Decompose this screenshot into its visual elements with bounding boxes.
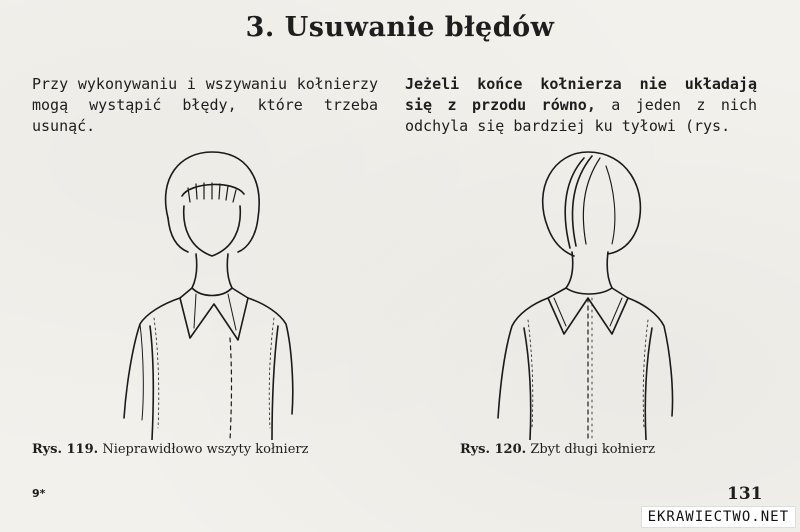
figure-119-caption [32,442,308,457]
right-paragraph-bold: Jeżeli końce kołnierza nie układają się z przodu równo, [405,75,757,114]
right-paragraph-normal: a jeden z nich odchyla się bardziej ku tyłowi (rys. [405,96,757,135]
right-paragraph [405,74,757,137]
figure-120-caption [460,442,655,457]
signature-mark: 9* [32,487,46,500]
left-paragraph: Przy wykonywaniu i wszywaniu kołnierzy mogą wystąpić błędy, które trzeba usunąć. [32,75,378,135]
figure-119-text: Nieprawidłowo wszyty kołnierz [102,442,309,457]
page-number: 131 [727,484,763,504]
watermark-label: EKRAWIECTWO.NET [641,506,796,528]
figure-120-label: Rys. 120. [460,442,527,457]
figure-120-text: Zbyt długi kołnierz [530,442,656,457]
figure-119-label: Rys. 119. [32,442,99,457]
figure-120-illustration [488,148,688,440]
section-title: 3. Usuwanie błędów [245,12,555,43]
figure-119-illustration [110,148,310,440]
